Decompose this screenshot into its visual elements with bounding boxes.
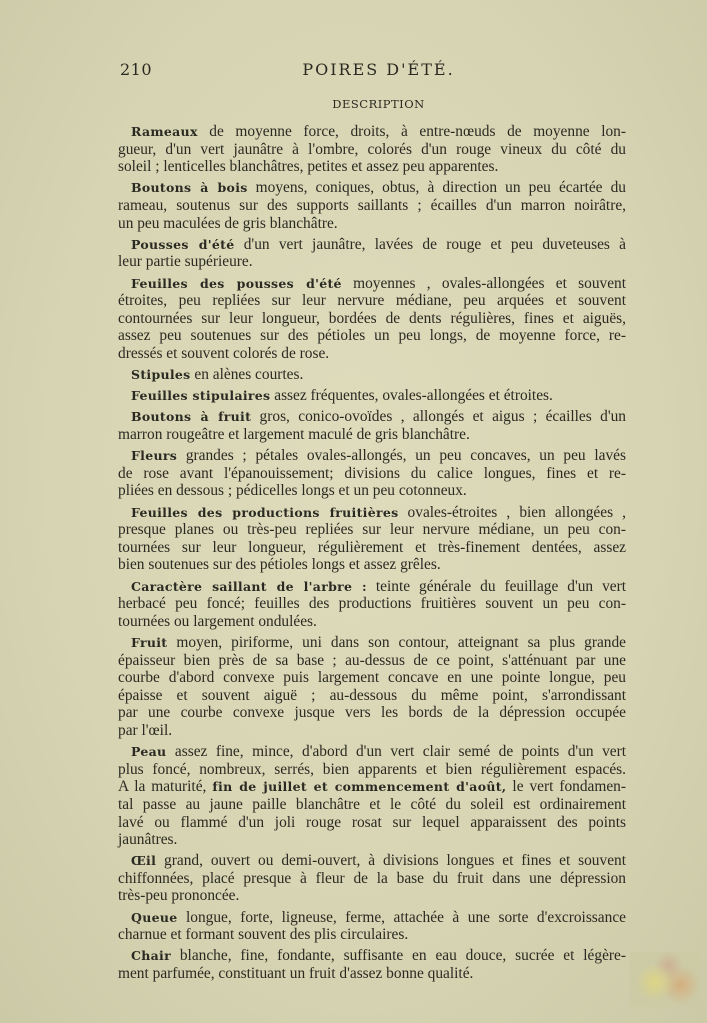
- description-paragraph: [118, 275, 626, 363]
- fruit-illustration-fragment: [630, 952, 700, 1007]
- line-text: courbe d'abord convexe puis largement concave en une pointe longue, peu: [118, 669, 626, 687]
- line-text: épaisse et souvent aiguë ; au-dessous du même point, s'arrondissant: [118, 686, 626, 704]
- line-text: très-peu prononcée.: [118, 887, 240, 905]
- paragraph-lead-term: Stipules: [131, 367, 191, 383]
- line-text: plus foncé, nombreux, serrés, bien apparents et bien régulièrement espacés.: [118, 760, 626, 778]
- text-line: [118, 761, 626, 779]
- line-text: d'un vert jaunâtre, lavées de rouge et peu duveteuses à: [234, 235, 626, 253]
- line-text: tournées sur leur longueur, régulièrement et très-finement dentées, assez: [118, 538, 626, 556]
- paragraph-lead-term: Fruit: [131, 634, 168, 650]
- text-line: [118, 310, 626, 328]
- description-paragraph: [118, 123, 626, 176]
- paragraph-lead-term: Peau: [131, 744, 167, 760]
- line-text: marron rougeâtre et largement maculé de gris blanchâtre.: [118, 426, 470, 444]
- paragraph-lead-term: Chair: [131, 948, 171, 964]
- line-text: contournées sur leur longueur, bordées de dents régulières, fines et aiguës,: [118, 309, 626, 327]
- description-paragraph: [118, 743, 626, 849]
- text-line: [118, 947, 626, 965]
- line-text: grandes ; pétales ovales-allongés, un peu concaves, un peu lavés: [177, 447, 626, 465]
- text-line: [118, 870, 626, 888]
- line-text: étroites, peu repliées sur leur nervure médiane, peu arquées et souvent: [118, 292, 626, 310]
- text-line: [118, 814, 626, 832]
- text-line: [118, 408, 626, 426]
- text-line: [118, 158, 626, 176]
- line-text: le vert fondamen-: [506, 778, 626, 796]
- line-text: dressés et souvent colorés de rose.: [118, 344, 330, 362]
- line-text: longue, forte, ligneuse, ferme, attachée à une sorte d'excroissance: [177, 908, 626, 926]
- line-text: presque planes ou très-peu repliées sur leur nervure médiane, un peu con-: [118, 521, 626, 539]
- text-line: [118, 965, 626, 983]
- line-text: ovales-étroites , bien allongées ,: [398, 503, 626, 521]
- text-line: [118, 197, 626, 215]
- description-paragraph: [118, 447, 626, 500]
- description-paragraph: [118, 947, 626, 982]
- line-text: en alènes courtes.: [190, 366, 304, 384]
- text-line: [118, 796, 626, 814]
- text-line: [118, 141, 626, 159]
- line-text: assez peu soutenues sur des pétioles un peu longs, de moyenne force, re-: [118, 327, 626, 345]
- text-line: [118, 831, 626, 849]
- text-line: [118, 578, 626, 596]
- running-title: POIRES D'ÉTÉ.: [302, 60, 455, 79]
- text-line: [118, 634, 626, 652]
- emphasized-text: fin de juillet et commencement d'août,: [212, 779, 507, 795]
- text-line: [118, 887, 626, 905]
- description-body: [118, 123, 626, 986]
- text-line: [118, 253, 626, 271]
- text-line: [118, 652, 626, 670]
- text-line: [118, 275, 626, 293]
- text-line: [118, 345, 626, 363]
- text-line: [118, 722, 626, 740]
- text-line: [118, 465, 626, 483]
- text-line: [118, 926, 626, 944]
- text-line: [118, 327, 626, 345]
- text-line: [118, 179, 626, 197]
- line-text: ment parfumée, constituant un fruit d'assez bonne qualité.: [118, 965, 474, 983]
- line-text: assez fréquentes, ovales-allongées et étroites.: [270, 387, 553, 405]
- paragraph-lead-term: Pousses d'été: [131, 236, 235, 252]
- line-text: grand, ouvert ou demi-ouvert, à divisions longues et fines et souvent: [156, 852, 626, 870]
- text-line: [118, 123, 626, 141]
- paragraph-lead-term: Feuilles stipulaires: [131, 388, 271, 404]
- description-paragraph: [118, 179, 626, 232]
- line-text: épaisseur bien près de sa base ; au-dessus de ce point, s'atténuant par une: [118, 651, 626, 669]
- text-line: [118, 778, 626, 796]
- line-text: A la maturité,: [118, 778, 213, 796]
- text-line: [118, 504, 626, 522]
- text-line: [118, 236, 626, 254]
- paragraph-lead-term: Fleurs: [131, 448, 178, 464]
- description-paragraph: [118, 366, 626, 384]
- text-line: [118, 613, 626, 631]
- text-line: [118, 556, 626, 574]
- line-text: assez fine, mince, d'abord d'un vert clair semé de points d'un vert: [166, 743, 626, 761]
- line-text: rameau, soutenus sur des supports saillants ; écailles d'un marron noirâtre,: [118, 196, 626, 214]
- line-text: moyennes , ovales-allongées et souvent: [341, 274, 627, 292]
- line-text: lavé ou flammé d'un joli rouge rosat sur lequel apparaissent des points: [118, 813, 626, 831]
- line-text: de moyenne force, droits, à entre-nœuds de moyenne lon-: [197, 123, 626, 140]
- line-text: herbacé peu foncé; feuilles des productions fruitières souvent un peu con-: [118, 595, 626, 613]
- line-text: gueur, d'un vert jaunâtre à l'ombre, colorés d'un rouge vineux du côté du: [118, 140, 626, 158]
- line-text: tal passe au jaune paille blanchâtre et le côté du soleil est ordinairement: [118, 795, 626, 813]
- line-text: teinte générale du feuillage d'un vert: [366, 577, 627, 595]
- description-paragraph: [118, 634, 626, 740]
- line-text: soleil ; lenticelles blanchâtres, petites et assez peu apparentes.: [118, 158, 499, 176]
- description-paragraph: [118, 578, 626, 631]
- paragraph-lead-term: Caractère saillant de l'arbre :: [131, 578, 367, 594]
- line-text: leur partie supérieure.: [118, 253, 253, 271]
- paragraph-lead-term: Rameaux: [131, 124, 198, 139]
- text-line: [118, 852, 626, 870]
- text-line: [118, 539, 626, 557]
- paragraph-lead-term: Boutons à fruit: [131, 409, 252, 425]
- description-paragraph: [118, 909, 626, 944]
- paragraph-lead-term: Œil: [131, 853, 157, 869]
- text-line: [118, 521, 626, 539]
- description-paragraph: [118, 852, 626, 905]
- paragraph-lead-term: Feuilles des productions fruitières: [131, 504, 399, 520]
- paragraph-lead-term: Feuilles des pousses d'été: [131, 275, 342, 291]
- line-text: pliées en dessous ; pédicelles longs et un peu cotonneux.: [118, 482, 467, 500]
- page-number: 210: [120, 60, 153, 79]
- line-text: jaunâtres.: [118, 831, 178, 849]
- text-line: [118, 669, 626, 687]
- line-text: tournées ou largement ondulées.: [118, 612, 317, 630]
- description-paragraph: [118, 387, 626, 405]
- text-line: [118, 909, 626, 927]
- text-line: [118, 743, 626, 761]
- line-text: moyen, piriforme, uni dans son contour, atteignant sa plus grande: [167, 633, 626, 651]
- line-text: chiffonnées, placé presque à fleur de la base du fruit dans une dépression: [118, 869, 626, 887]
- paragraph-lead-term: Boutons à bois: [131, 180, 248, 196]
- line-text: blanche, fine, fondante, suffisante en eau douce, sucrée et légère-: [170, 947, 626, 965]
- description-paragraph: [118, 408, 626, 443]
- text-line: [118, 595, 626, 613]
- line-text: bien soutenues sur des pétioles longs et assez grêles.: [118, 556, 441, 574]
- text-line: [118, 387, 626, 405]
- text-line: [118, 426, 626, 444]
- line-text: de rose avant l'épanouissement; divisions du calice longues, fines et re-: [118, 464, 626, 482]
- text-line: [118, 704, 626, 722]
- text-line: [118, 215, 626, 233]
- line-text: un peu maculées de gris blanchâtre.: [118, 214, 338, 232]
- text-line: [118, 482, 626, 500]
- description-paragraph: [118, 504, 626, 574]
- section-title: DESCRIPTION: [332, 97, 425, 111]
- line-text: charnue et formant souvent des plis circulaires.: [118, 926, 409, 944]
- text-line: [118, 366, 626, 384]
- line-text: par une courbe convexe jusque vers les bords de la dépression occupée: [118, 704, 626, 722]
- line-text: gros, conico-ovoïdes , allongés et aigus ; écailles d'un: [251, 408, 626, 426]
- text-line: [118, 292, 626, 310]
- text-line: [118, 687, 626, 705]
- description-paragraph: [118, 236, 626, 271]
- line-text: par l'œil.: [118, 721, 173, 739]
- text-line: [118, 447, 626, 465]
- paragraph-lead-term: Queue: [131, 909, 178, 925]
- line-text: moyens, coniques, obtus, à direction un peu écartée du: [247, 179, 626, 197]
